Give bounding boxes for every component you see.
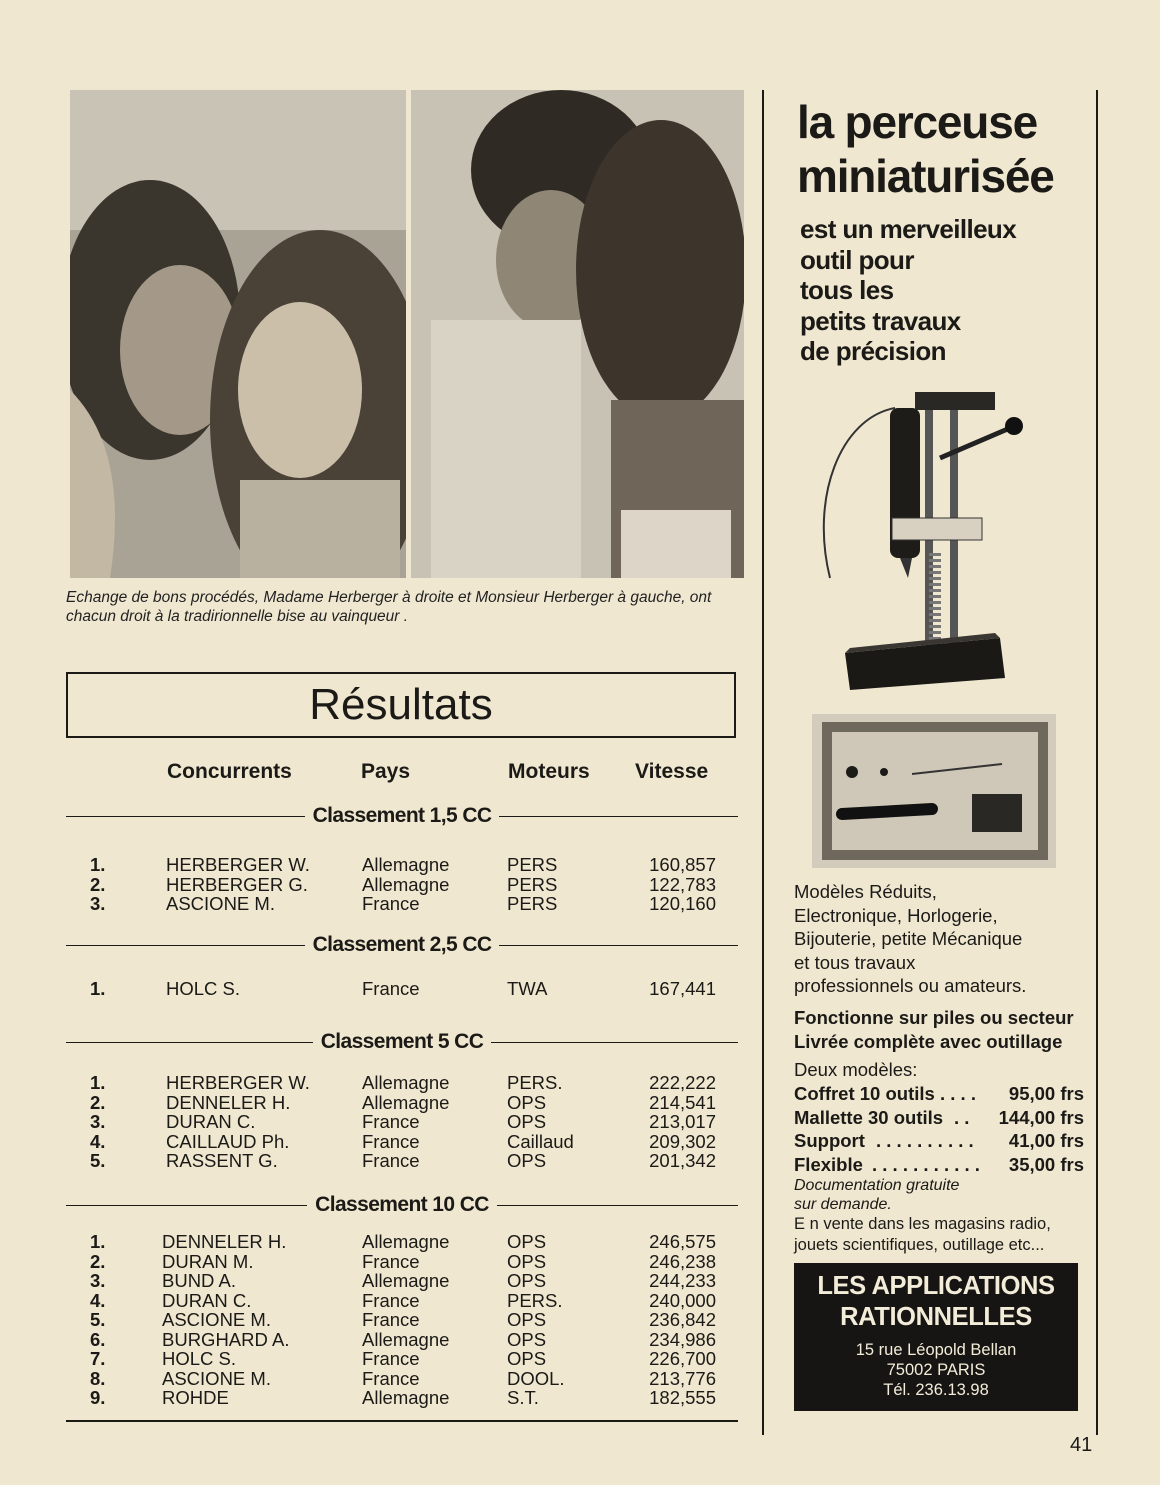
competitor-name: ROHDE — [162, 1387, 229, 1408]
company-address — [794, 1340, 1078, 1380]
result-row — [66, 1369, 738, 1389]
engine: PERS — [507, 854, 558, 875]
class-heading — [66, 1026, 738, 1058]
ad-headline — [797, 95, 1097, 203]
ad-uses-line: Electronique, Horlogerie, — [794, 904, 998, 926]
speed: 160,857 — [649, 854, 716, 875]
engine: PERS — [507, 873, 558, 895]
company-name-line: RATIONNELLES — [840, 1303, 1032, 1331]
ad-doc-line: Documentation gratuite — [794, 1177, 960, 1194]
rank: 3. — [90, 1111, 106, 1132]
column-header-speed: Vitesse — [635, 760, 709, 783]
country: France — [362, 1250, 420, 1272]
rank: 1. — [90, 1231, 106, 1252]
price-dots: . . — [954, 1107, 970, 1128]
speed: 246,575 — [649, 1231, 716, 1252]
country: France — [362, 1289, 420, 1311]
ad-uses-line: Modèles Réduits, — [794, 881, 937, 902]
engine: OPS — [507, 1328, 547, 1350]
competitor-name: HERBERGER W. — [166, 1072, 310, 1093]
photo-left — [70, 90, 406, 578]
engine: OPS — [507, 1231, 547, 1252]
rank: 5. — [90, 1150, 106, 1171]
speed: 213,017 — [649, 1111, 716, 1132]
country: Allemagne — [362, 1072, 450, 1093]
drill-stand-image — [800, 378, 1040, 698]
country: Allemagne — [362, 1091, 450, 1113]
engine: OPS — [507, 1309, 547, 1330]
ad-shops-line: jouets scientifiques, outillage etc... — [794, 1236, 1045, 1254]
speed: 201,342 — [649, 1150, 716, 1171]
price-row — [794, 1106, 1084, 1130]
company-phone: Tél. 236.13.98 — [883, 1381, 989, 1399]
engine: S.T. — [507, 1387, 539, 1408]
engine: OPS — [507, 1091, 547, 1113]
country: Allemagne — [362, 1387, 450, 1408]
ad-uses-line: Bijouterie, petite Mécanique — [794, 928, 1023, 949]
engine: PERS. — [507, 1289, 563, 1311]
ad-border-right — [1096, 90, 1098, 1435]
competitor-name: RASSENT G. — [166, 1150, 278, 1171]
price-item: Support — [794, 1130, 865, 1151]
price-item: Mallette 30 outils — [794, 1107, 944, 1128]
price-value: 35,00 frs — [1008, 1154, 1084, 1175]
ad-subtitle-line: de précision — [800, 336, 946, 366]
ad-power-line: Livrée complète avec outillage — [794, 1031, 1063, 1052]
ad-shops-note — [794, 1214, 1051, 1256]
result-row — [66, 1271, 738, 1291]
ad-headline-line: miniaturisée — [797, 150, 1054, 202]
class-rule-right — [497, 1205, 738, 1206]
column-header-competitors: Concurrents — [167, 760, 292, 783]
speed: 244,233 — [649, 1270, 716, 1291]
competitor-name: DENNELER H. — [162, 1231, 287, 1252]
ad-doc-line: sur demande. — [794, 1196, 892, 1213]
rank: 3. — [90, 893, 106, 914]
competitor-name: ASCIONE M. — [166, 893, 275, 914]
result-row — [66, 894, 738, 914]
results-bottom-rule — [66, 1420, 738, 1422]
ad-uses-line: professionnels ou amateurs. — [794, 975, 1027, 996]
company-address-line: 15 rue Léopold Bellan — [855, 1341, 1017, 1359]
ad-documentation-note — [794, 1176, 959, 1214]
result-row — [66, 1349, 738, 1369]
ad-border-left — [762, 90, 764, 1435]
tool-kit-case-image — [812, 714, 1056, 868]
rank: 2. — [90, 873, 106, 895]
class-rule-left — [66, 945, 305, 946]
price-value: 95,00 frs — [1008, 1083, 1084, 1104]
engine: PERS. — [507, 1072, 563, 1093]
speed: 120,160 — [649, 893, 716, 914]
price-item: Flexible — [794, 1154, 863, 1175]
result-row — [66, 875, 738, 895]
class-heading — [66, 800, 738, 832]
rank: 1. — [90, 1072, 106, 1093]
company-box — [794, 1263, 1078, 1411]
result-row — [66, 1330, 738, 1350]
competitor-name: DURAN C. — [166, 1111, 256, 1132]
class-title: Classement 1,5 CC — [312, 804, 492, 827]
country: France — [362, 1111, 420, 1132]
result-row — [66, 1252, 738, 1272]
country: France — [362, 1150, 420, 1171]
ad-uses-line: et tous travaux — [794, 951, 916, 973]
ad-subtitle-line: tous les — [800, 275, 894, 305]
competitor-name: HERBERGER G. — [166, 873, 308, 895]
competitor-name: DURAN M. — [162, 1250, 254, 1272]
ad-uses — [794, 880, 1026, 998]
engine: OPS — [507, 1250, 547, 1272]
engine: Caillaud — [507, 1130, 574, 1152]
result-row — [66, 1310, 738, 1330]
company-name — [794, 1271, 1078, 1333]
engine: OPS — [507, 1270, 547, 1291]
competitor-name: ASCIONE M. — [162, 1367, 271, 1389]
engine: TWA — [507, 978, 548, 999]
speed: 236,842 — [649, 1309, 716, 1330]
rank: 2. — [90, 1091, 106, 1113]
class-rule-left — [66, 1205, 307, 1206]
competitor-name: BUND A. — [162, 1270, 237, 1291]
ad-models-label: Deux modèles: — [794, 1059, 918, 1080]
country: Allemagne — [362, 854, 450, 875]
result-row — [66, 1232, 738, 1252]
country: Allemagne — [362, 873, 450, 895]
company-address-line: 75002 PARIS — [886, 1361, 986, 1379]
engine: OPS — [507, 1111, 547, 1132]
rank: 3. — [90, 1270, 106, 1291]
country: France — [362, 1309, 420, 1330]
ad-subtitle-line: petits travaux — [800, 305, 961, 336]
price-item: Coffret 10 outils — [794, 1083, 935, 1104]
class-rule-right — [499, 816, 738, 817]
page-number: 41 — [1070, 1434, 1093, 1456]
rank: 4. — [90, 1289, 106, 1311]
speed: 234,986 — [649, 1328, 716, 1350]
speed: 167,441 — [649, 978, 716, 999]
class-rule-right — [491, 1042, 738, 1043]
result-row — [66, 855, 738, 875]
photo-caption: Echange de bons procédés, Madame Herberger à droite et Monsieur Herberger à gauche, ont chacun droit à la tradirionnelle bise au vainqueur . — [66, 589, 712, 625]
ad-subtitle-line: outil pour — [800, 244, 914, 275]
column-header-engines: Moteurs — [508, 760, 590, 783]
class-title: Classement 5 CC — [320, 1030, 484, 1053]
competitor-name: HOLC S. — [166, 978, 241, 999]
ad-power-info — [794, 1006, 1074, 1054]
class-heading — [66, 1189, 738, 1221]
ad-shops-line: E n vente dans les magasins radio, — [794, 1215, 1051, 1233]
company-name-line: LES APPLICATIONS — [817, 1272, 1055, 1300]
price-dots: . . . . . . . . . . . — [872, 1154, 980, 1175]
rank: 1. — [90, 854, 106, 875]
price-dots: . . . . — [940, 1083, 976, 1104]
rank: 2. — [90, 1250, 106, 1272]
engine: DOOL. — [507, 1367, 565, 1389]
column-header-country: Pays — [361, 760, 411, 783]
engine: OPS — [507, 1348, 547, 1369]
rank: 6. — [90, 1328, 106, 1350]
class-title: Classement 10 CC — [315, 1193, 489, 1216]
country: France — [362, 893, 420, 914]
competitor-name: CAILLAUD Ph. — [166, 1130, 290, 1152]
rank: 7. — [90, 1348, 106, 1369]
speed: 222,222 — [649, 1072, 716, 1093]
speed: 240,000 — [649, 1289, 716, 1311]
ad-headline-line: la perceuse — [797, 96, 1037, 148]
price-row — [794, 1082, 1084, 1106]
country: France — [362, 978, 420, 999]
competitor-name: ASCIONE M. — [162, 1309, 271, 1330]
class-rule-left — [66, 816, 305, 817]
rank: 1. — [90, 978, 106, 999]
result-row — [66, 1151, 738, 1171]
rank: 4. — [90, 1130, 106, 1152]
speed: 182,555 — [649, 1387, 716, 1408]
result-row — [66, 1388, 738, 1408]
competitor-name: BURGHARD A. — [162, 1328, 290, 1350]
country: France — [362, 1367, 420, 1389]
class-rule-left — [66, 1042, 313, 1043]
competitor-name: DENNELER H. — [166, 1091, 291, 1113]
competitor-name: HERBERGER W. — [166, 854, 310, 875]
rank: 9. — [90, 1387, 106, 1408]
ad-subtitle-line: est un merveilleux — [800, 214, 1017, 244]
price-dots: . . . . . . . . . . — [876, 1130, 974, 1151]
ad-power-line: Fonctionne sur piles ou secteur — [794, 1007, 1074, 1028]
price-value: 144,00 frs — [998, 1107, 1084, 1128]
results-title: Résultats — [66, 672, 736, 738]
competitor-name: DURAN C. — [162, 1289, 252, 1311]
speed: 213,776 — [649, 1367, 716, 1389]
price-value: 41,00 frs — [1008, 1130, 1084, 1151]
rank: 5. — [90, 1309, 106, 1330]
class-title: Classement 2,5 CC — [312, 933, 492, 956]
ad-subtitle — [800, 214, 1090, 367]
class-rule-right — [499, 945, 738, 946]
country: France — [362, 1348, 420, 1369]
result-row — [66, 1112, 738, 1132]
engine: PERS — [507, 893, 558, 914]
country: Allemagne — [362, 1270, 450, 1291]
class-heading — [66, 929, 738, 961]
result-row — [66, 1073, 738, 1093]
result-row — [66, 1291, 738, 1311]
result-row — [66, 1093, 738, 1113]
speed: 246,238 — [649, 1250, 716, 1272]
rank: 8. — [90, 1367, 106, 1389]
competitor-name: HOLC S. — [162, 1348, 237, 1369]
result-row — [66, 979, 738, 999]
country: Allemagne — [362, 1328, 450, 1350]
photo-right — [411, 90, 744, 578]
result-row — [66, 1132, 738, 1152]
country: Allemagne — [362, 1231, 450, 1252]
speed: 122,783 — [649, 873, 716, 895]
price-row — [794, 1153, 1084, 1177]
speed: 209,302 — [649, 1130, 716, 1152]
price-row — [794, 1129, 1084, 1153]
engine: OPS — [507, 1150, 547, 1171]
speed: 214,541 — [649, 1091, 716, 1113]
country: France — [362, 1130, 420, 1152]
speed: 226,700 — [649, 1348, 716, 1369]
